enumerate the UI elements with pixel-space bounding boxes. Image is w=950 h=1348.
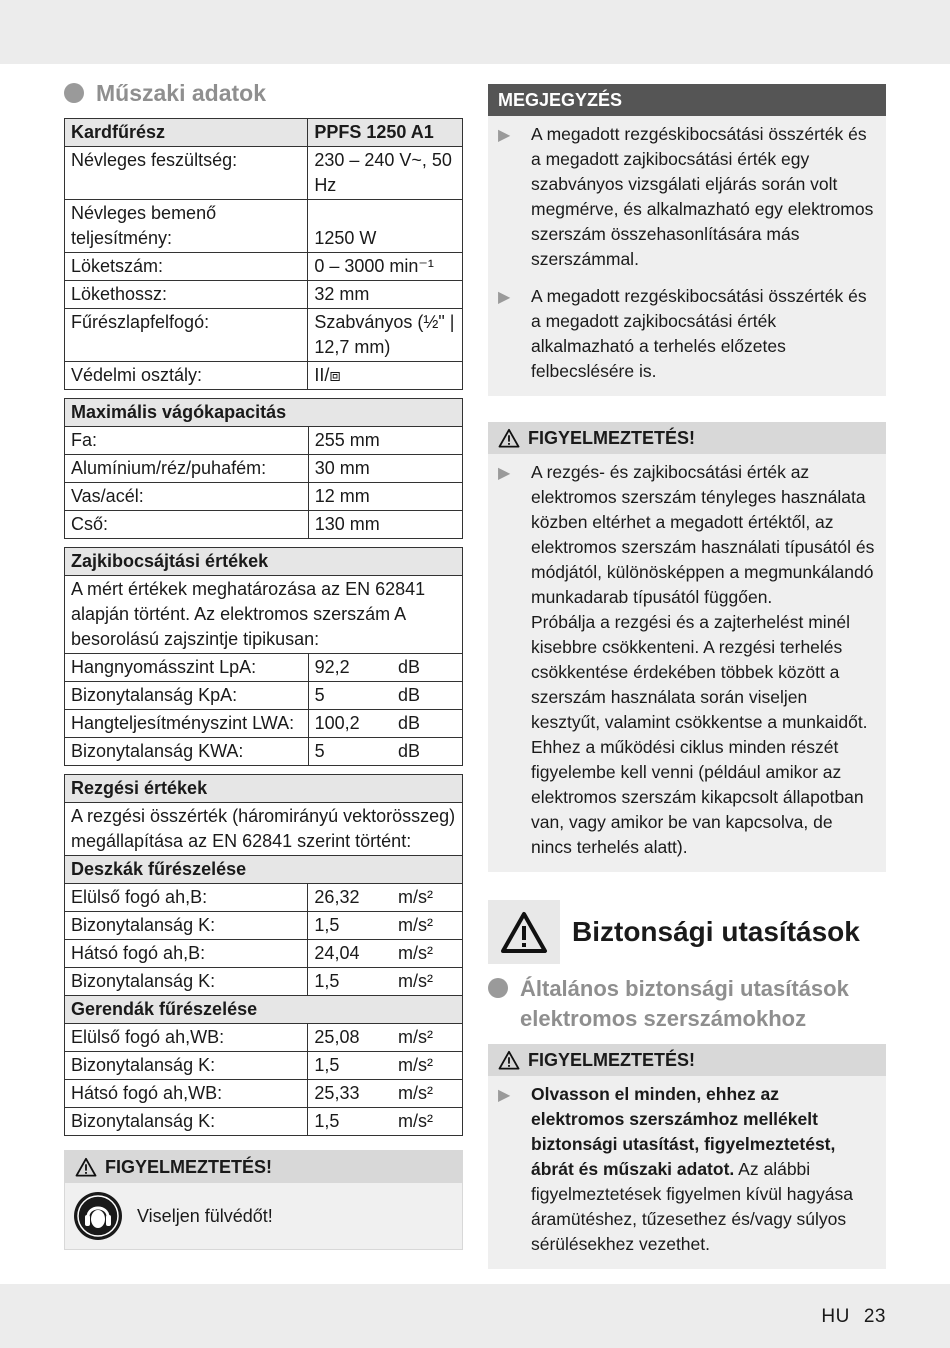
noise-label: Hangnyomásszint LpA: bbox=[65, 654, 309, 682]
vibration-value: 26,32 m/s² bbox=[308, 884, 463, 912]
safety-icon-box bbox=[488, 900, 560, 964]
noise-value: 92,2 dB bbox=[308, 654, 462, 682]
vibration-value: 1,5 m/s² bbox=[308, 1108, 463, 1136]
note-item-text: A megadott rezgéskibocsátási összérték és a megadott zajkibocsátási érték egy szabványos vizsgálati eljárás során volt megmérve, és alkalmazható egy elektromos szerszám összehasonlítására más szerszámmal. bbox=[531, 124, 874, 269]
top-bar bbox=[0, 0, 950, 64]
page-num: 23 bbox=[863, 1306, 886, 1327]
subsection-heading bbox=[488, 974, 886, 1034]
spec-label: Védelmi osztály: bbox=[65, 362, 308, 390]
safety-warning-box bbox=[488, 1044, 886, 1269]
vibration-value: 25,33 m/s² bbox=[308, 1080, 463, 1108]
page-title: Biztonsági utasítások bbox=[572, 916, 860, 947]
vibration-value: 24,04 m/s² bbox=[308, 940, 463, 968]
capacity-label: Cső: bbox=[65, 511, 309, 539]
noise-label: Bizonytalanság KpA: bbox=[65, 682, 309, 710]
capacity-label: Vas/acél: bbox=[65, 483, 309, 511]
table-header: Zajkibocsájtási értékek bbox=[65, 548, 463, 576]
note-title: MEGJEGYZÉS bbox=[488, 84, 886, 116]
bullet-icon bbox=[64, 83, 84, 103]
list-item bbox=[488, 454, 886, 866]
warning-paragraph: A rezgés- és zajkibocsátási érték az elektromos szerszám tényleges használata közben eltérhet a megadott értéktől, az elektromos szerszám használati típusától és módjától, különösképpen a megmunkálandó munkadarab típusától függően. bbox=[531, 462, 875, 607]
vibration-label: Bizonytalanság K: bbox=[65, 1108, 308, 1136]
hearing-warning-box bbox=[64, 1150, 463, 1250]
capacity-value: 130 mm bbox=[308, 511, 462, 539]
vibration-label: Bizonytalanság K: bbox=[65, 912, 308, 940]
vibration-value: 1,5 m/s² bbox=[308, 912, 463, 940]
spec-value: 230 – 240 V~, 50 Hz bbox=[308, 147, 463, 200]
specs-table bbox=[64, 118, 463, 390]
spec-label: Névleges feszültség: bbox=[65, 147, 308, 200]
warning-text: Viseljen fülvédőt! bbox=[137, 1205, 273, 1226]
warning-header bbox=[65, 1151, 462, 1183]
arrow-icon: ▶ bbox=[498, 289, 511, 306]
vibration-label: Bizonytalanság K: bbox=[65, 1052, 308, 1080]
vibration-value: 1,5 m/s² bbox=[308, 1052, 463, 1080]
capacity-value: 30 mm bbox=[308, 455, 462, 483]
capacity-label: Alumínium/réz/puhafém: bbox=[65, 455, 309, 483]
arrow-icon: ▶ bbox=[498, 127, 511, 144]
spec-value: II/⧈ bbox=[308, 362, 463, 390]
warning-triangle-icon bbox=[498, 1050, 520, 1070]
warning-paragraph: Próbálja a rezgési és a zajterhelést minél kisebbre csökkenteni. A rezgési terhelés csökkentése érdekében többek között a szerszám használata során viseljen kesztyűt, valamint csökkentse a munkaidőt. Ehhez a működési ciklus minden részét figyelembe kell venni (például amikor az elektromos szerszám kikapcsolt állapotban van, vagy amikor be van kapcsolva, de nincs terhelés alatt). bbox=[531, 612, 868, 857]
spec-label: Löketszám: bbox=[65, 253, 308, 281]
list-item bbox=[488, 1076, 886, 1263]
spec-value: Szabványos (½" | 12,7 mm) bbox=[308, 309, 463, 362]
warning-body bbox=[65, 1183, 462, 1249]
ear-protection-icon bbox=[73, 1191, 123, 1241]
vibration-value: 1,5 m/s² bbox=[308, 968, 463, 996]
safety-heading bbox=[488, 900, 886, 964]
note-box bbox=[488, 84, 886, 396]
vibration-label: Bizonytalanság K: bbox=[65, 968, 308, 996]
warning-normal-text: Az alábbi figyelmeztetések figyelmen kívül hagyása áramütéshez, tűzesethez és/vagy súlyos sérülésekhez vezethet. bbox=[531, 1159, 853, 1254]
spec-label: Névleges bemenő teljesítmény: bbox=[65, 200, 308, 253]
warning-text bbox=[531, 1082, 876, 1257]
warning-triangle-icon bbox=[500, 910, 548, 954]
noise-value: 5 dB bbox=[308, 682, 462, 710]
spec-label: Fűrészlapfelfogó: bbox=[65, 309, 308, 362]
spec-label: Lökethossz: bbox=[65, 281, 308, 309]
spec-value: 32 mm bbox=[308, 281, 463, 309]
section-title: Műszaki adatok bbox=[96, 79, 266, 106]
warning-paragraphs bbox=[531, 460, 876, 860]
language-code: HU bbox=[821, 1306, 850, 1327]
spec-value: 1250 W bbox=[308, 200, 463, 253]
noise-label: Hangteljesítményszint LWA: bbox=[65, 710, 309, 738]
vibration-value: 25,08 m/s² bbox=[308, 1024, 463, 1052]
list-item bbox=[488, 278, 886, 390]
warning-title: FIGYELMEZTETÉS! bbox=[528, 1049, 696, 1070]
bullet-icon bbox=[488, 978, 508, 998]
table-header: PPFS 1250 A1 bbox=[308, 119, 463, 147]
left-column bbox=[64, 76, 463, 1250]
vibration-label: Hátsó fogó ah,B: bbox=[65, 940, 308, 968]
warning-bold-text: Olvasson el minden, ehhez az elektromos szerszámhoz mellékelt biztonsági utasítást, figyelmeztetést, ábrát és műszaki adatot. bbox=[531, 1084, 836, 1179]
subtable-header: Gerendák fűrészelése bbox=[65, 996, 463, 1024]
warning-title: FIGYELMEZTETÉS! bbox=[105, 1156, 273, 1177]
capacity-value: 12 mm bbox=[308, 483, 462, 511]
warning-title: FIGYELMEZTETÉS! bbox=[528, 427, 696, 448]
table-header: Kardfűrész bbox=[65, 119, 308, 147]
warning-triangle-icon bbox=[498, 428, 520, 448]
subtable-header: Deszkák fűrészelése bbox=[65, 856, 463, 884]
noise-value: 100,2 dB bbox=[308, 710, 462, 738]
table-header: Rezgési értékek bbox=[65, 775, 463, 803]
capacity-table bbox=[64, 398, 463, 539]
vibration-table bbox=[64, 774, 463, 1136]
capacity-value: 255 mm bbox=[308, 427, 462, 455]
right-column bbox=[488, 84, 886, 1269]
subsection-title: Általános biztonsági utasítások elektromos szerszámokhoz bbox=[520, 976, 849, 1031]
vibration-label: Hátsó fogó ah,WB: bbox=[65, 1080, 308, 1108]
vibration-label: Elülső fogó ah,WB: bbox=[65, 1024, 308, 1052]
footer bbox=[0, 1284, 950, 1348]
noise-intro: A mért értékek meghatározása az EN 62841 alapján történt. Az elektromos szerszám A besorolású zajszintje tipikusan: bbox=[65, 576, 463, 654]
noise-value: 5 dB bbox=[308, 738, 462, 766]
table-header: Maximális vágókapacitás bbox=[65, 399, 463, 427]
list-item bbox=[488, 116, 886, 278]
arrow-icon: ▶ bbox=[498, 1087, 511, 1104]
noise-table bbox=[64, 547, 463, 766]
capacity-label: Fa: bbox=[65, 427, 309, 455]
vibration-intro: A rezgési összérték (háromirányú vektorösszeg) megállapítása az EN 62841 szerint történt: bbox=[65, 803, 463, 856]
page-number bbox=[807, 1306, 886, 1328]
warning-header bbox=[488, 1044, 886, 1076]
section-heading bbox=[64, 76, 463, 110]
warning-triangle-icon bbox=[75, 1157, 97, 1177]
vibration-label: Elülső fogó ah,B: bbox=[65, 884, 308, 912]
vibration-warning-box bbox=[488, 422, 886, 872]
spec-value: 0 – 3000 min⁻¹ bbox=[308, 253, 463, 281]
warning-header bbox=[488, 422, 886, 454]
note-item-text: A megadott rezgéskibocsátási összérték és a megadott zajkibocsátási érték alkalmazható a terhelés előzetes felbecslésére is. bbox=[531, 286, 867, 381]
arrow-icon: ▶ bbox=[498, 465, 511, 482]
noise-label: Bizonytalanság KWA: bbox=[65, 738, 309, 766]
